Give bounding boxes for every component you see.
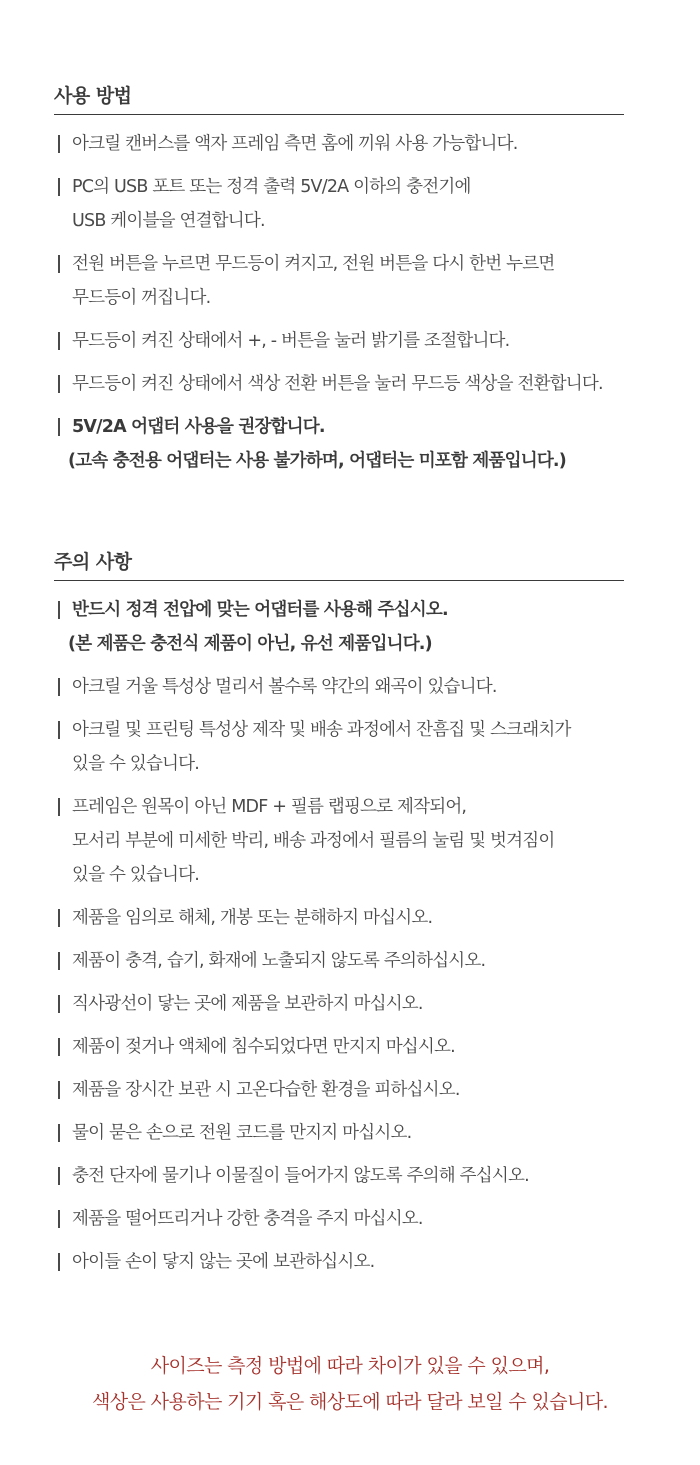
list-item-emphasis (54, 410, 624, 478)
list-item (54, 987, 624, 1021)
item-line: 전원 버튼을 누르면 무드등이 켜지고, 전원 버튼을 다시 한번 누르면 (72, 254, 555, 274)
bullet-bar (58, 375, 60, 393)
list-item (54, 713, 624, 781)
bullet-bar (58, 798, 60, 816)
item-line: 물이 묻은 손으로 전원 코드를 만지지 마십시오. (72, 1123, 412, 1143)
bullet-bar (58, 1081, 60, 1099)
bullet-bar (58, 678, 60, 696)
bullet-bar (58, 1167, 60, 1185)
list-item (54, 1030, 624, 1064)
list-item (54, 1202, 624, 1236)
caution-section (54, 548, 624, 1279)
list-item (54, 944, 624, 978)
list-item (54, 247, 624, 315)
item-line: 있을 수 있습니다. (72, 754, 200, 774)
list-item (54, 1245, 624, 1279)
bullet-bar (58, 995, 60, 1013)
bullet-bar (58, 952, 60, 970)
footer-line: 색상은 사용하는 기기 혹은 해상도에 따라 달라 보일 수 있습니다. (91, 1391, 608, 1413)
caution-divider (54, 580, 624, 581)
item-line: 제품을 떨어뜨리거나 강한 충격을 주지 마십시오. (72, 1209, 423, 1229)
footer-notice (0, 1348, 700, 1420)
usage-list (54, 127, 624, 478)
item-line: (본 제품은 충전식 제품이 아닌, 유선 제품입니다.) (68, 634, 432, 654)
bullet-bar (58, 1253, 60, 1271)
item-line: 아크릴 캔버스를 액자 프레임 측면 홈에 끼워 사용 가능합니다. (72, 134, 518, 154)
item-line: 아이들 손이 닿지 않는 곳에 보관하십시오. (72, 1252, 375, 1272)
list-item-emphasis (54, 593, 624, 661)
item-line: 제품이 젖거나 액체에 침수되었다면 만지지 마십시오. (72, 1037, 455, 1057)
item-line: 있을 수 있습니다. (72, 865, 200, 885)
item-line: 직사광선이 닿는 곳에 제품을 보관하지 마십시오. (72, 994, 423, 1014)
list-item (54, 1073, 624, 1107)
list-item (54, 324, 624, 358)
list-item (54, 670, 624, 704)
bullet-bar (58, 418, 60, 436)
bullet-bar (58, 135, 60, 153)
bullet-bar (58, 601, 60, 619)
item-line: (고속 충전용 어댑터는 사용 불가하며, 어댑터는 미포함 제품입니다.) (68, 451, 566, 471)
list-item (54, 127, 624, 161)
list-item (54, 1116, 624, 1150)
footer-line: 사이즈는 측정 방법에 따라 차이가 있을 수 있으며, (150, 1355, 550, 1377)
item-line: 아크릴 거울 특성상 멀리서 볼수록 약간의 왜곡이 있습니다. (72, 677, 497, 697)
bullet-bar (58, 1210, 60, 1228)
bullet-bar (58, 909, 60, 927)
item-line: 5V/2A 어댑터 사용을 권장합니다. (72, 417, 325, 437)
item-line: 프레임은 원목이 아닌 MDF + 필름 랩핑으로 제작되어, (72, 797, 467, 817)
usage-section (54, 82, 624, 478)
bullet-bar (58, 178, 60, 196)
bullet-bar (58, 255, 60, 273)
item-line: PC의 USB 포트 또는 정격 출력 5V/2A 이하의 충전기에 (72, 177, 471, 197)
item-line: 반드시 정격 전압에 맞는 어댑터를 사용해 주십시오. (72, 600, 448, 620)
bullet-bar (58, 721, 60, 739)
usage-divider (54, 114, 624, 115)
list-item (54, 1159, 624, 1193)
item-line: 충전 단자에 물기나 이물질이 들어가지 않도록 주의해 주십시오. (72, 1166, 529, 1186)
bullet-bar (58, 1038, 60, 1056)
bullet-bar (58, 1124, 60, 1142)
list-item (54, 901, 624, 935)
item-line: 제품을 임의로 해체, 개봉 또는 분해하지 마십시오. (72, 908, 433, 928)
bullet-bar (58, 332, 60, 350)
caution-title: 주의 사항 (54, 551, 132, 573)
item-line: 제품을 장시간 보관 시 고온다습한 환경을 피하십시오. (72, 1080, 460, 1100)
item-line: USB 케이블을 연결합니다. (72, 211, 265, 231)
list-item (54, 367, 624, 401)
list-item (54, 790, 624, 892)
list-item (54, 170, 624, 238)
item-line: 무드등이 켜진 상태에서 +, - 버튼을 눌러 밝기를 조절합니다. (72, 331, 510, 351)
item-line: 아크릴 및 프린팅 특성상 제작 및 배송 과정에서 잔흠집 및 스크래치가 (72, 720, 571, 740)
item-line: 모서리 부분에 미세한 박리, 배송 과정에서 필름의 눌림 및 벗겨짐이 (72, 831, 555, 851)
caution-list (54, 593, 624, 1279)
usage-title: 사용 방법 (54, 85, 132, 107)
item-line: 무드등이 켜진 상태에서 색상 전환 버튼을 눌러 무드등 색상을 전환합니다. (72, 374, 603, 394)
item-line: 제품이 충격, 습기, 화재에 노출되지 않도록 주의하십시오. (72, 951, 486, 971)
item-line: 무드등이 꺼집니다. (72, 288, 211, 308)
